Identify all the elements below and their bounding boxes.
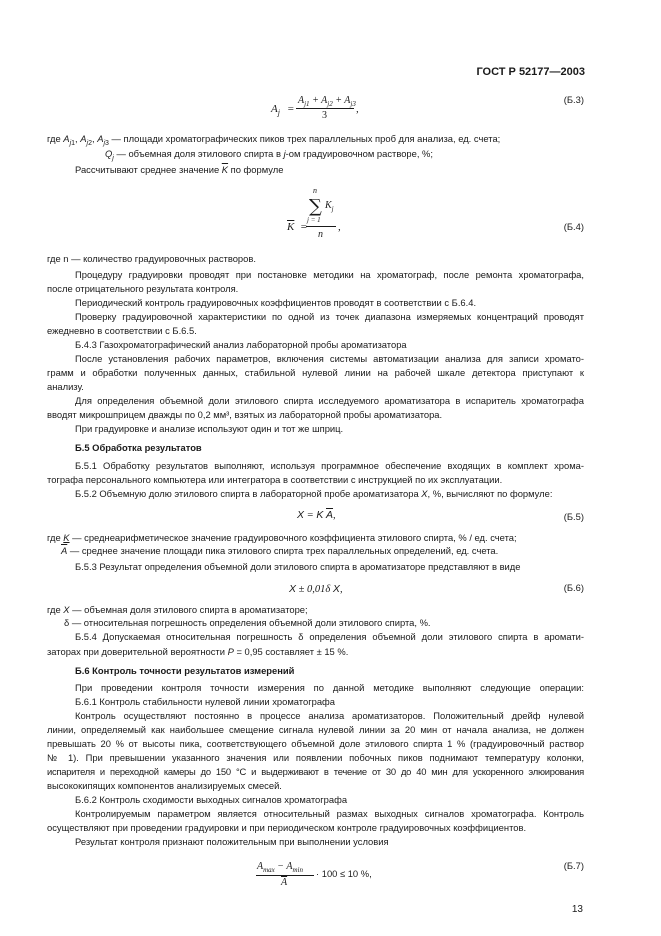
eq-b6-number: (Б.6) xyxy=(563,582,584,593)
where-line-1: где $A_{j1}$, $A_{j2}$, $A_{j3}$ — площади хроматографических пиков трех параллельных проб для анализа, ед. счета; xyxy=(47,133,501,147)
text-line-11: Для определения объемной доли этилового спирта исследуемого ароматизатора в испаритель хроматографа xyxy=(75,395,584,406)
eq-b4-fraction-bar xyxy=(306,226,336,227)
b5-p1-line1: Б.5.1 Обработку результатов выполняют, используя программное обеспечение входящих в комплект хрома- xyxy=(75,460,584,471)
b6-line-9: Б.6.2 Контроль сходимости выходных сигналов хроматографа xyxy=(75,794,348,805)
b6-line-11: осуществляют при проведении градуировки и при периодическом контроле градуировочных коэффициентов. xyxy=(47,822,527,833)
text-line-12: вводят микрошприцем дважды по 0,2 мм³, взятых из лабораторной пробы ароматизатора. xyxy=(47,409,443,420)
text-line-7: Б.4.3 Газохроматографический анализ лабораторной пробы ароматизатора xyxy=(75,339,407,350)
eq-b4-tail: , xyxy=(338,221,341,233)
b5-p3: Б.5.3 Результат определения объемной доли этилового спирта в ароматизаторе представляют в виде xyxy=(75,561,521,572)
text-line-4: Периодический контроль градуировочных коэффициентов проводят в соответствии с Б.6.4. xyxy=(75,297,477,308)
eq-b3-lhs-sub: j xyxy=(277,108,280,118)
text-line-2: Процедуру градуировки проводят при постановке методики на хроматограф, после ремонта хроматографа, xyxy=(75,269,584,280)
eq-b3-equals: = xyxy=(287,103,295,115)
eq-b4-summand-sub: j xyxy=(331,205,334,213)
b6-line-6: № 1). При превышении указанного значения или появлении побочных пиков поднимают температуру колонки, xyxy=(47,752,584,763)
b6-line-2: Б.6.1 Контроль стабильности нулевой линии хроматографа xyxy=(75,696,335,707)
b6-line-1: При проведении контроля точности измерения по данной методике выполняют следующие операции: xyxy=(75,682,584,693)
text-line-10: анализу. xyxy=(47,381,84,392)
text-line-8: После установления рабочих параметров, включения системы автоматизации анализа для записи хромато- xyxy=(75,353,584,364)
b5-p1-line2: тографа персонального компьютера или интегратора в соответствии с инструкцией по их эксплуатации. xyxy=(47,474,503,485)
b5-where2-line2: δ — относительная погрешность определения объемной доли этилового спирта, %. xyxy=(64,617,431,628)
eq-b7-fraction-bar xyxy=(256,875,314,876)
b6-line-3: Контроль осуществляют постоянно в процессе анализа ароматизаторов. Положительный дрейф нулевой xyxy=(75,710,584,721)
b5-where-line1: где K — среднеарифметическое значение градуировочного коэффициента этилового спирта, % / ед. счета; xyxy=(47,532,517,543)
text-line-5: Проверку градуировочной характеристики по одной из точек диапазона измеряемых концентраций проводят xyxy=(75,311,584,322)
eq-b4-equals: = xyxy=(300,221,308,233)
b6-line-12: Результат контроля признают положительным при выполнении условия xyxy=(75,836,389,847)
b5-p4-line2: заторах при доверительной вероятности P = 0,95 составляет ± 15 %. xyxy=(47,646,349,657)
eq-b4-number: (Б.4) xyxy=(563,221,584,232)
eq-b4-sigma: ∑ xyxy=(309,196,322,217)
page-number: 13 xyxy=(571,904,583,915)
b6-line-10: Контролируемым параметром является относительный размах выходных сигналов хроматографа. Контроль xyxy=(75,808,584,819)
eq-b3-tail: , xyxy=(356,103,359,115)
b5-where2-line1: где X — объемная доля этилового спирта в ароматизаторе; xyxy=(47,604,308,615)
section-b6-title: Б.6 Контроль точности результатов измерений xyxy=(75,665,295,676)
eq-b7-number: (Б.7) xyxy=(563,860,584,871)
b6-line-5: превышать 20 % от высоты пика, соответствующего объемной доле этилового спирта 1 % (градуировочный раствор xyxy=(47,738,584,749)
b6-line-4: линии, определяемый как наибольшее смещение сигнала нулевой линии за 20 мин от начала анализа, не должен xyxy=(47,724,584,735)
section-b5-title: Б.5 Обработка результатов xyxy=(75,442,202,453)
text-line-6: ежедневно в соответствии с Б.6.5. xyxy=(47,325,197,336)
document-id: ГОСТ Р 52177—2003 xyxy=(476,66,585,78)
text-line-1: где n — количество градуировочных растворов. xyxy=(47,253,256,264)
eq-b4-denominator: n xyxy=(318,229,323,240)
eq-b5: X = K $\overline{A}$, xyxy=(297,509,336,521)
text-line-3: после отрицательного результата контроля. xyxy=(47,283,239,294)
text-line-13: При градуировке и анализе используют один и тот же шприц. xyxy=(75,423,344,434)
eq-b4-summand: K xyxy=(325,200,332,211)
text-line-9: грамм и обработки полученных данных, стабильной нулевой линии на рабочей шкале детектора приступают к xyxy=(47,367,584,378)
eq-b3-lhs: A xyxy=(271,103,278,115)
b5-p4-line1: Б.5.4 Допускаемая относительная погрешность δ определения объемной доли этилового спирта в аромати- xyxy=(75,631,584,642)
eq-b7-tail: · 100 ≤ 10 %, xyxy=(316,868,372,879)
eq-b6: X ± 0,01δ X, xyxy=(289,583,343,595)
eq-b4-lower: j = 1 xyxy=(307,216,321,224)
eq-b3-fraction-bar xyxy=(296,108,354,109)
b5-where-line2: $\overline{A}$ — среднее значение площади пика этилового спирта трех параллельных определений, ед. счета. xyxy=(61,545,499,556)
b5-p2: Б.5.2 Объемную долю этилового спирта в лабораторной пробе ароматизатора X, %, вычисляют по формуле: xyxy=(75,488,553,499)
eq-b7-numerator: $A_{max} - A_{min}$ xyxy=(257,861,303,874)
eq-b7-denominator: $\overline{A}$ xyxy=(281,877,288,888)
eq-b4-upper: n xyxy=(313,186,317,195)
where-line-2: $Q_j$ — объемная доля этилового спирта в j-ом градуировочном растворе, %; xyxy=(105,148,433,162)
eq-b3-numerator: $A_{j1} + A_{j2} + A_{j3}$ xyxy=(298,95,356,108)
where-line-3: Рассчитывают среднее значение $\overline{K}$ по формуле xyxy=(75,164,284,175)
eq-b5-number: (Б.5) xyxy=(563,511,584,522)
eq-b4-lhs: $\overline{K}$ xyxy=(287,221,295,233)
b6-line-7: испарителя и переходной камеры до 150 °С и выдерживают в течение от 30 до 40 мин для ускоренного элюирования xyxy=(47,766,584,777)
b6-line-8: высококипящих компонентов анализируемых смесей. xyxy=(47,780,282,791)
eq-b3-number: (Б.3) xyxy=(563,94,584,105)
eq-b3-denominator: 3 xyxy=(322,110,327,121)
